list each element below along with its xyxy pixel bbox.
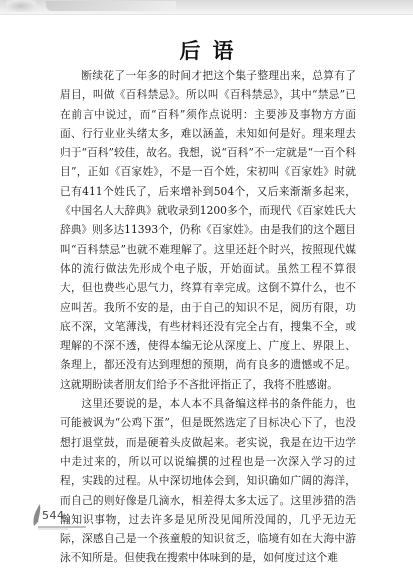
page-number: 544 [42,509,65,522]
body-text [60,66,356,568]
header-corner-ornament [6,0,36,12]
header-ornament [46,1,176,11]
paragraph: 这里还要说的是，本人本不具备编这样书的条件能力，也可能被讽为“公鸡下蛋”，但是既然选定了目标决心下了，也没想打退堂鼓，而是硬着头皮做起来。老实说，我是在边干边学中走过来的，所以可以说编撰的过程也是一次深入学习的过程，实践的过程。从中深切地体会到，知识确如广阔的海洋，而自己的则好像是几滴水，相差得太多太远了。这里涉猎的浩瀚知识事物，过去许多是见所没见闻所没闻的，几乎无边无际，深感自己是一个孩童般的知识贫乏，临境有如在大海中游泳不知所是。但使我在搜索中体味到的是，如何度过这个难 [60,397,356,565]
page-folio [28,496,88,530]
page-header-band [0,0,413,15]
page-title: 后语 [179,39,246,63]
paragraph: 断续花了一年多的时间才把这个集子整理出来，总算有了眉目，叫做《百科禁忌》。所以叫《百科禁忌》，其中“禁忌”已在前言中说过，而“百科”须作点说明：主要涉及事物方方面面、行行业业头绪太多，难以涵盖，未知如何是好。理来理去归于“百科”较佳，故名。我想，说“百科”不一定就是“一百个科目”，正如《百家姓》，不是一百个姓，宋初叫《百家姓》时就已有411个姓氏了，后来增补到504个，又后来渐渐多起来，《中国名人大辞典》就收录到1200多个，而现代《百家姓氏大辞典》则多达11393个，仍称《百家姓》。由是我们的这个题目叫“百科禁忌”也就不难理解了。这里还赶个时兴，按照现代媒体的流行做法先形成个电子版，开始面试。虽然工程不算很大，但也费些心思气力，终算有幸完成。这倒不算什么，也不应叫苦。我所不安的是，由于自己的知识不足，阅历有限，功底不深，文笔薄浅，有些材料还没有完全占有，搜集不全，或理解的不深不透，使得本编无论从深度上、广度上、界限上、条理上，都还没有达到理想的预期，尚有良多的遗憾或不足。这就期盼读者朋友们给予不吝批评指正了，我将不胜感谢。 [60,69,356,391]
